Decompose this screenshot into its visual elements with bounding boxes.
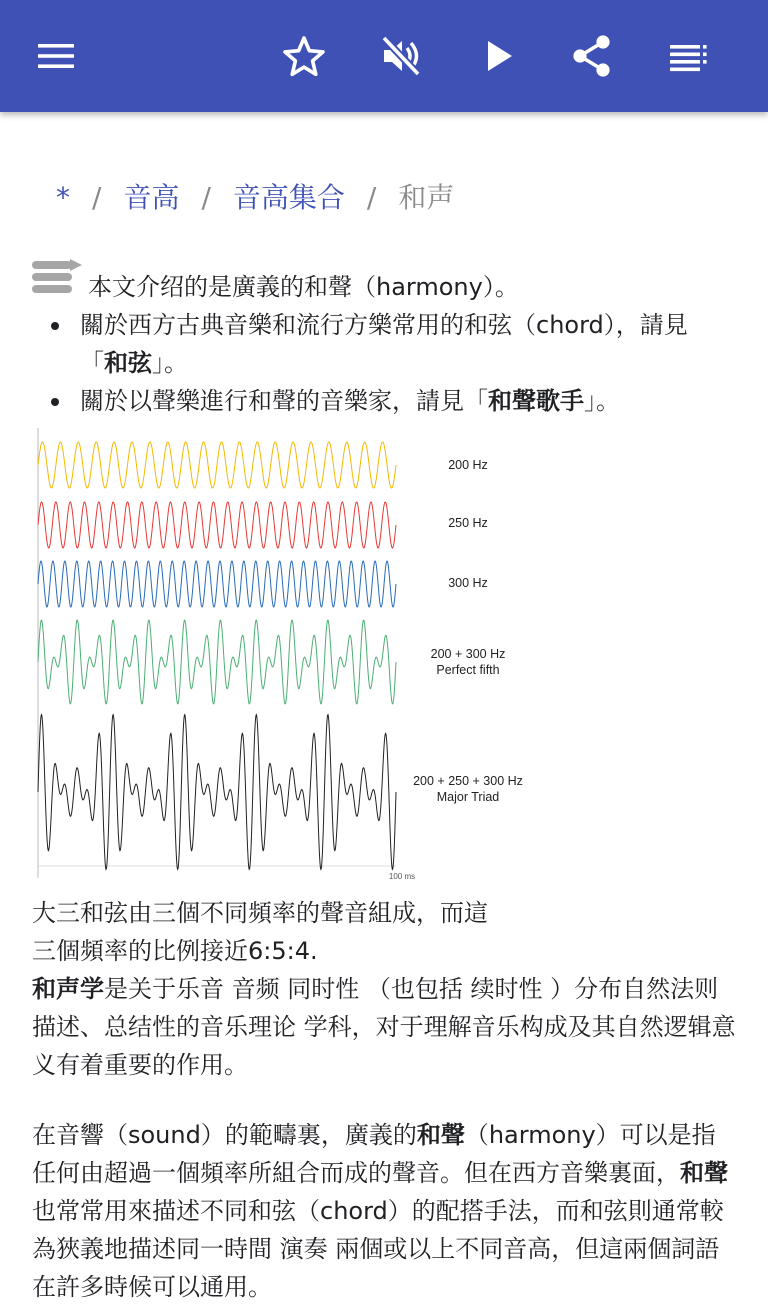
- hatnote-text: 本文介绍的是廣義的和聲（harmony）。: [88, 273, 519, 301]
- star-outline-icon[interactable]: [280, 32, 328, 80]
- volume-off-icon[interactable]: [376, 32, 424, 80]
- hatnote-item-singer: 關於以聲樂進行和聲的音樂家，請見「和聲歌手」。: [32, 382, 732, 420]
- breadcrumb-item-root[interactable]: *: [56, 181, 70, 214]
- menu-icon[interactable]: [32, 32, 80, 80]
- wave-200hz: [38, 442, 396, 488]
- wave-250hz: [38, 502, 396, 548]
- link-harmony-singer[interactable]: 和聲歌手: [488, 387, 584, 415]
- label-250hz: 250 Hz: [448, 516, 488, 530]
- label-200hz: 200 Hz: [448, 458, 488, 472]
- app-bar: [0, 0, 768, 112]
- breadcrumb-separator: /: [92, 181, 102, 214]
- label-perfect-fifth: Perfect fifth: [436, 663, 500, 677]
- label-200-300hz: 200 + 300 Hz: [430, 647, 506, 661]
- paragraph-intro: 和声学是关于乐音 音频 同时性 （也包括 续时性 ）分布自然法则描述、总结性的音乐理论 学科，对于理解音乐构成及其自然逻辑意义有着重要的作用。: [32, 975, 736, 1079]
- hatnote-item-chord: 關於西方古典音樂和流行方樂常用的和弦（chord），請見「和弦」。: [32, 306, 732, 382]
- label-time-axis: 100 ms: [388, 872, 416, 881]
- disambiguation-icon: [30, 256, 84, 300]
- wave-300hz: [38, 561, 396, 607]
- wave-perfect-fifth: [38, 620, 396, 704]
- breadcrumb: [56, 176, 454, 220]
- breadcrumb-separator: /: [366, 181, 377, 214]
- breadcrumb-separator: /: [201, 181, 211, 214]
- play-icon[interactable]: [474, 32, 522, 80]
- label-300hz: 300 Hz: [448, 576, 488, 590]
- term-harmony: 和聲: [416, 1121, 465, 1149]
- label-200-250-300hz: 200 + 250 + 300 Hz: [413, 774, 523, 788]
- breadcrumb-current: 和声: [398, 181, 455, 214]
- share-icon[interactable]: [568, 32, 616, 80]
- wave-major-triad: [38, 715, 396, 870]
- link-chord[interactable]: 和弦: [104, 349, 152, 377]
- waveform-figure[interactable]: [32, 424, 532, 884]
- breadcrumb-item-pitch[interactable]: 音高: [123, 181, 180, 214]
- label-major-triad: Major Triad: [436, 790, 500, 804]
- term-harmony: 和聲: [680, 1159, 728, 1187]
- playlist-icon[interactable]: [664, 32, 712, 80]
- hatnote-list: [32, 306, 732, 420]
- figure-caption: 大三和弦由三個不同頻率的聲音組成，而這 三個頻率的比例接近6:5:4.: [32, 899, 488, 965]
- paragraph-definition: 在音響（sound）的範疇裏，廣義的和聲（harmony）可以是指任何由超過一個頻率所組合而成的聲音。但在西方音樂裏面，和聲也常常用來描述不同和弦（chord）的配搭手法，而和弦則通常較為狹義地描述同一時間 演奏 兩個或以上不同音高，但這兩個詞語在許多時候可以通用。: [32, 1121, 728, 1301]
- breadcrumb-item-pitch-set[interactable]: 音高集合: [232, 181, 345, 214]
- term-harmonics: 和声学: [32, 975, 104, 1003]
